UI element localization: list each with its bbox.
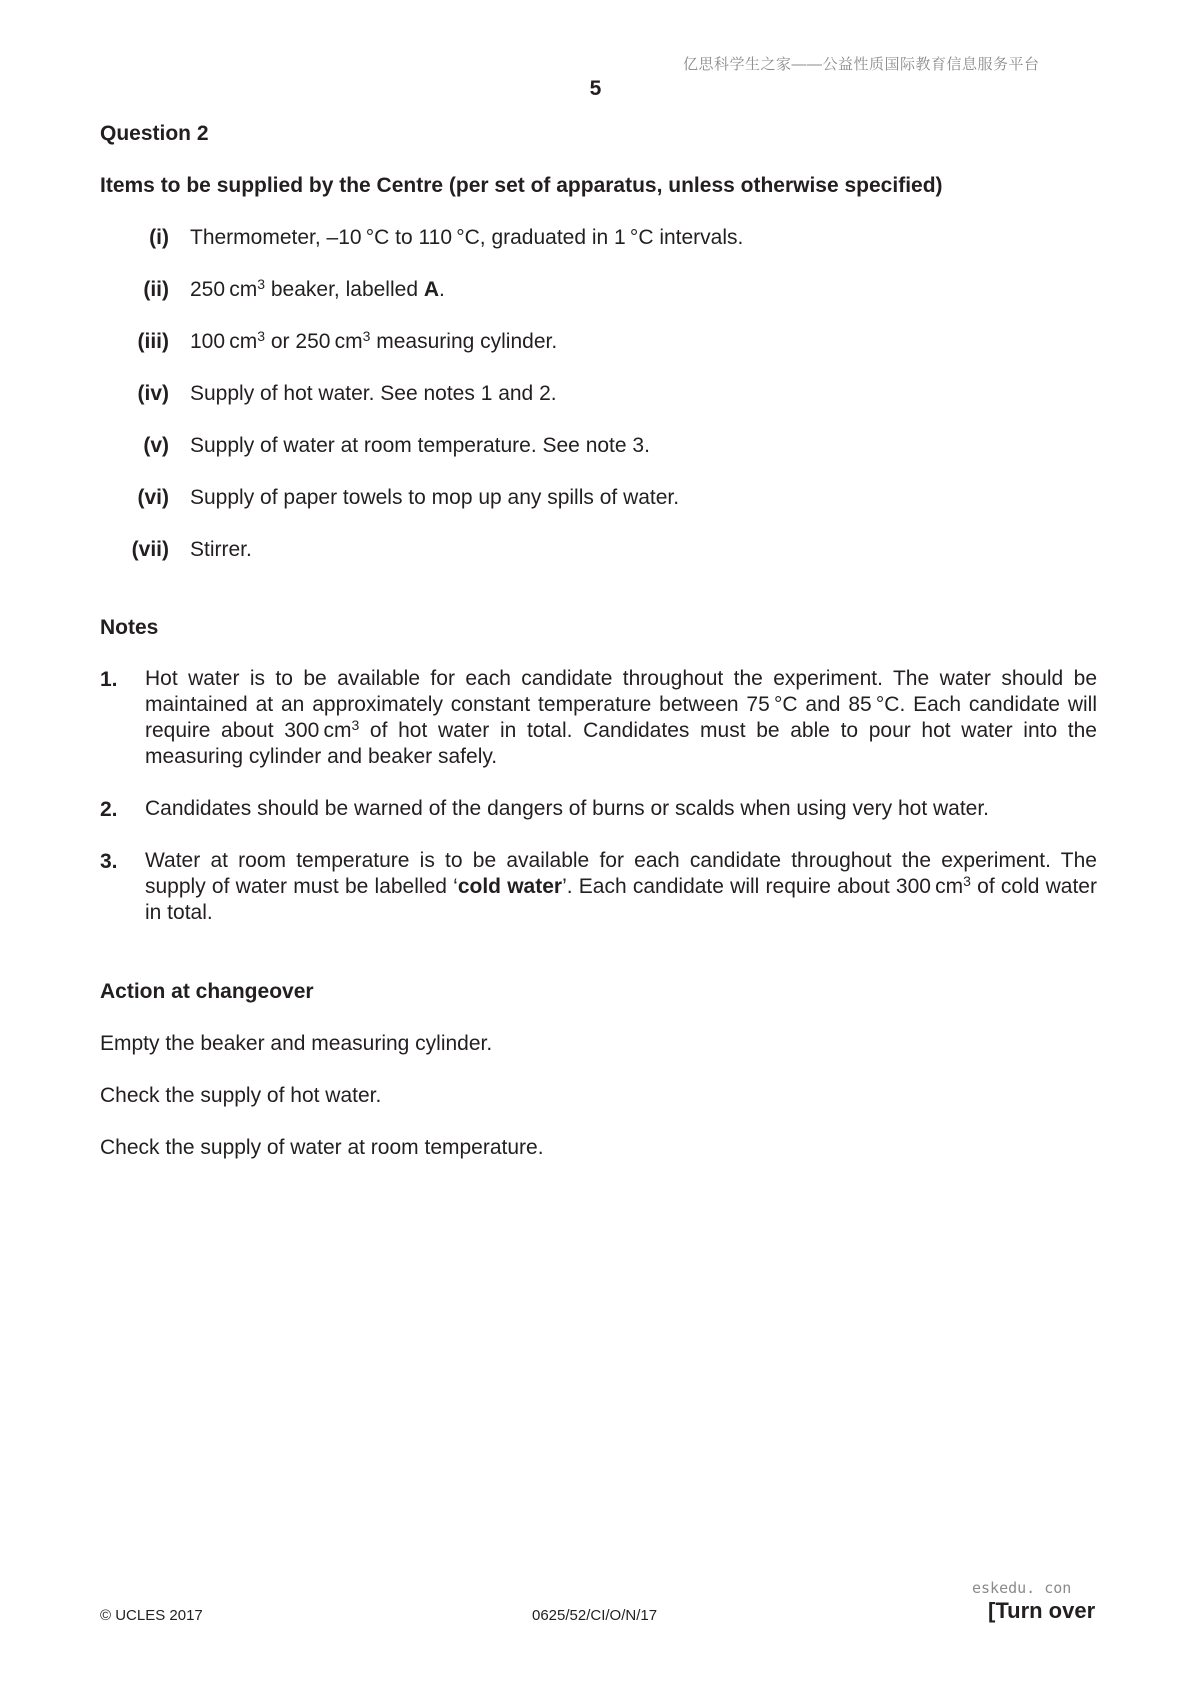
note-text xyxy=(145,666,1097,770)
item-text-part: measuring cylinder. xyxy=(370,330,558,353)
item-number: (vi) xyxy=(137,486,169,509)
superscript: 3 xyxy=(257,276,266,292)
beaker-label: A xyxy=(423,278,440,301)
note-text-part: Water at room temperature is to be available for each candidate throughout the experiment. The supply of water must be labelled ‘ xyxy=(145,849,1097,898)
paper-code: 0625/52/CI/O/N/17 xyxy=(532,1607,658,1624)
item-text: Supply of hot water. See notes 1 and 2. xyxy=(190,382,557,405)
note-text xyxy=(145,848,1097,926)
item-number: (vii) xyxy=(131,538,169,561)
item-number: (iv) xyxy=(137,382,169,405)
page-number: 5 xyxy=(589,77,602,100)
item-number: (v) xyxy=(143,434,169,457)
item-text-part: or 250 cm xyxy=(265,330,363,353)
cold-water-label: cold water xyxy=(457,875,563,898)
note-number: 1. xyxy=(100,668,118,691)
item-text: Stirrer. xyxy=(190,538,252,561)
superscript: 3 xyxy=(351,717,360,733)
item-text-part: 250 cm xyxy=(190,278,258,301)
item-number: (ii) xyxy=(143,278,169,301)
note-number: 2. xyxy=(100,798,118,821)
item-number: (iii) xyxy=(137,330,169,353)
item-number: (i) xyxy=(149,226,169,249)
item-text-part: . xyxy=(439,278,445,301)
superscript: 3 xyxy=(362,328,371,344)
superscript: 3 xyxy=(963,873,971,889)
item-text: Supply of water at room temperature. See note 3. xyxy=(190,434,650,457)
note-text: Candidates should be warned of the dangers of burns or scalds when using very hot water. xyxy=(145,797,990,820)
watermark-top: 亿思科学生之家——公益性质国际教育信息服务平台 xyxy=(683,56,1040,73)
note-text-part: ’. Each candidate will require about 300 cm xyxy=(562,875,964,898)
changeover-line: Empty the beaker and measuring cylinder. xyxy=(100,1032,493,1055)
note-text-part: of hot water in total. Candidates must be able to pour hot water into the measuring cylinder and beaker safely. xyxy=(145,719,1097,768)
note-text-part: of cold water in total. xyxy=(145,875,1097,924)
item-text xyxy=(190,278,445,302)
item-text: Supply of paper towels to mop up any spills of water. xyxy=(190,486,680,509)
notes-heading: Notes xyxy=(100,616,159,639)
turn-over: [Turn over xyxy=(988,1598,1096,1623)
question-title: Question 2 xyxy=(100,122,209,145)
changeover-line: Check the supply of water at room temperature. xyxy=(100,1136,544,1159)
watermark-bottom: eskedu. con xyxy=(972,1579,1072,1597)
item-text-part: 100 cm xyxy=(190,330,258,353)
item-text-part: beaker, labelled xyxy=(265,278,424,301)
item-text: Thermometer, –10 °C to 110 °C, graduated in 1 °C intervals. xyxy=(190,226,744,249)
changeover-line: Check the supply of hot water. xyxy=(100,1084,382,1107)
items-heading: Items to be supplied by the Centre (per set of apparatus, unless otherwise specified) xyxy=(100,174,943,197)
superscript: 3 xyxy=(257,328,266,344)
note-number: 3. xyxy=(100,850,118,873)
changeover-heading: Action at changeover xyxy=(100,980,314,1003)
copyright: © UCLES 2017 xyxy=(100,1607,203,1624)
item-text xyxy=(190,330,557,354)
note-text-part: Hot water is to be available for each candidate throughout the experiment. The water should be maintained at an approximately constant temperature between 75 °C and 85 °C. Each candidate will require about 300 cm xyxy=(145,667,1097,742)
